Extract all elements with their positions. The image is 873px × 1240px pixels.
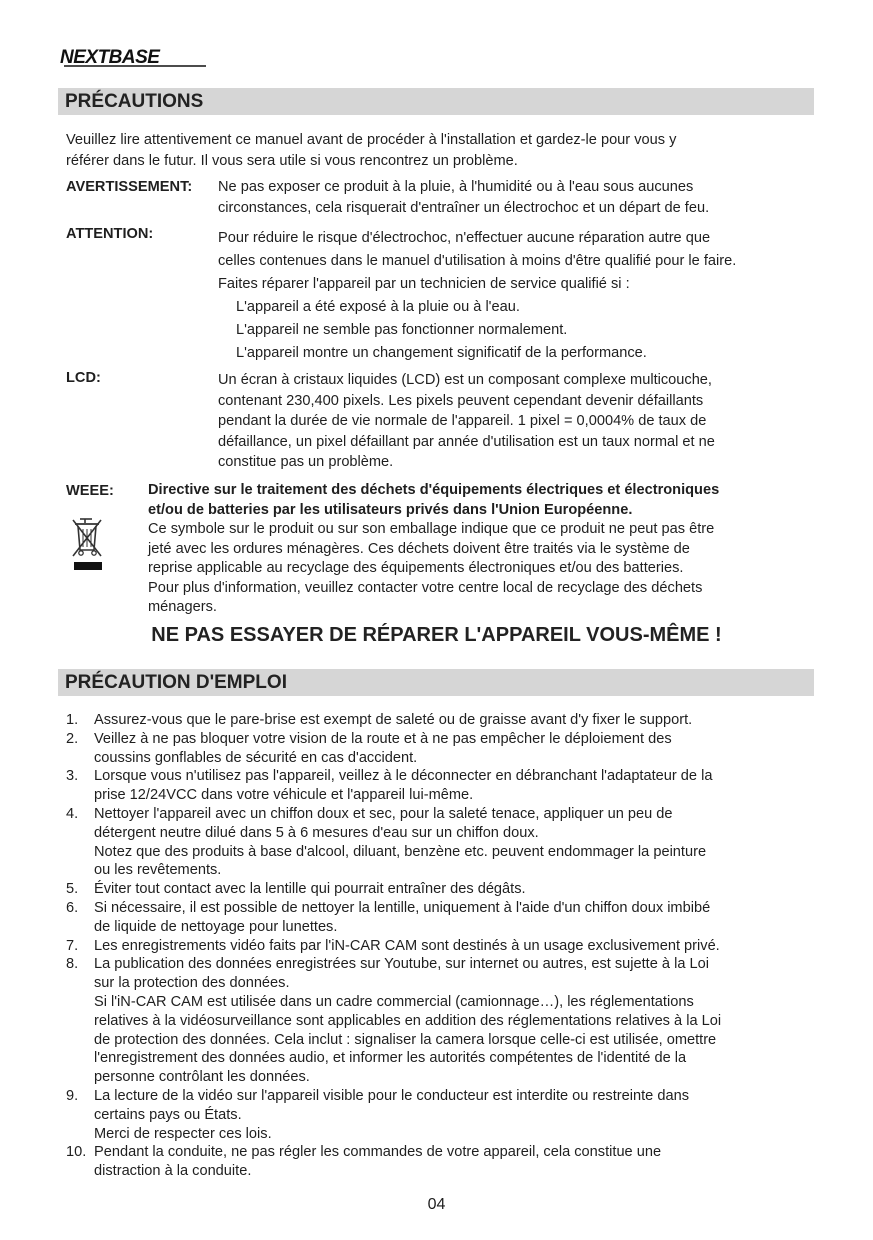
list-item-text: distraction à la conduite. xyxy=(94,1163,252,1180)
list-item-text: La publication des données enregistrées sur Youtube, sur internet ou autres, est sujette à la Loi xyxy=(94,956,709,973)
lcd-label: LCD: xyxy=(66,370,101,386)
list-item-number: 1. xyxy=(66,712,79,728)
weee-bin-icon xyxy=(70,516,106,574)
section-title: PRÉCAUTIONS xyxy=(65,91,204,112)
weee-text: Directive sur le traitement des déchets d'équipements électriques et électroniques et/ou de batteries par les utilisateurs privés dans l'Union Européenne. Ce symbole sur le produit ou sur son emballage indique que ce produit ne peut pas être jeté avec les ordures ménagères. Ces déchets doivent être traités via le système de reprise applicable au recyclage des équipements électroniques et/ou des batteries. Pour plus d'information, veuillez contacter votre centre local de recyclage des déchets ménagers. xyxy=(148,482,720,615)
list-item-number: 10. xyxy=(66,1144,87,1161)
list-item-text: sur la protection des données. xyxy=(94,975,290,992)
list-item-text: Si nécessaire, il est possible de nettoyer la lentille, uniquement à l'aide d'un chiffon doux imbibé xyxy=(94,900,711,916)
attention-label: ATTENTION: xyxy=(66,226,154,242)
attention-text: Pour réduire le risque d'électrochoc, n'effectuer aucune réparation autre que celles contenues dans le manuel d'utilisation à moins d'être qualifié pour le faire. Faites réparer l'appareil par un technicien de service qualifié si : L'appareil a été exposé à la pluie ou à l'eau. L'appareil ne semble pas fonctionner normalement. L'appareil montre un changement significatif de la performance. xyxy=(218,227,736,365)
section-header-precautions xyxy=(58,88,814,115)
intro-paragraph: Veuillez lire attentivement ce manuel avant de procéder à l'installation et gardez-le pour vous y référer dans le futur. Il vous sera utile si vous rencontrez un problème. xyxy=(66,132,677,169)
list-item-text: Merci de respecter ces lois. xyxy=(94,1125,272,1142)
list-item-number: 9. xyxy=(66,1088,79,1104)
list-item-text: Éviter tout contact avec la lentille qui pourrait entraîner des dégâts. xyxy=(94,881,526,898)
list-item-text: Si l'iN-CAR CAM est utilisée dans un cadre commercial (camionnage…), les réglementations xyxy=(94,994,694,1010)
warning-banner: NE PAS ESSAYER DE RÉPARER L'APPAREIL VOUS-MÊME ! xyxy=(151,624,722,646)
section-title: PRÉCAUTION D'EMPLOI xyxy=(65,672,287,693)
list-item-text: ou les revêtements. xyxy=(94,862,222,879)
list-item-text: La lecture de la vidéo sur l'appareil visible pour le conducteur est interdite ou restreinte dans xyxy=(94,1088,689,1104)
list-item-text: coussins gonflables de sécurité en cas d'accident. xyxy=(94,749,418,766)
attention-sub-item: L'appareil montre un changement significatif de la performance. xyxy=(236,345,647,361)
avertissement-label: AVERTISSEMENT: xyxy=(66,179,193,195)
list-item-text: Lorsque vous n'utilisez pas l'appareil, veillez à le déconnecter en débranchant l'adaptateur de la xyxy=(94,768,713,785)
list-item-text: de liquide de nettoyage pour lunettes. xyxy=(94,918,338,935)
list-item-text: Nettoyer l'appareil avec un chiffon doux et sec, pour la saleté tenace, appliquer un peu de xyxy=(94,806,673,822)
list-item-text: l'enregistrement des données audio, et informer les autorités compétentes de l'identité de la xyxy=(94,1050,687,1067)
list-item-text: Pendant la conduite, ne pas régler les commandes de votre appareil, cela constitue une xyxy=(94,1144,662,1161)
svg-text:NEXTBASE: NEXTBASE xyxy=(60,47,160,68)
attention-sub-item: L'appareil ne semble pas fonctionner normalement. xyxy=(236,322,568,338)
list-item-text: Les enregistrements vidéo faits par l'iN-CAR CAM sont destinés à un usage exclusivement privé. xyxy=(94,937,720,954)
list-item-text: Assurez-vous que le pare-brise est exempt de saleté ou de graisse avant d'y fixer le support. xyxy=(94,712,693,728)
list-item-text: de protection des données. Cela inclut : signaliser la camera lorsque celle-ci est utilisée, omettre xyxy=(94,1031,717,1048)
attention-sub-item: L'appareil a été exposé à la pluie ou à l'eau. xyxy=(236,299,520,315)
list-item-number: 3. xyxy=(66,768,79,785)
list-item-number: 5. xyxy=(66,881,79,898)
nextbase-logo xyxy=(58,46,208,70)
lcd-text: Un écran à cristaux liquides (LCD) est un composant complexe multicouche, contenant 230,400 pixels. Les pixels peuvent cependant devenir défaillants pendant la durée de vie normale de l'appareil. 1 pixel = 0,0004% de taux de défaillance, un pixel défaillant par année d'utilisation est un taux normal et ne constitue pas un problème. xyxy=(218,372,715,470)
list-item-number: 7. xyxy=(66,937,79,954)
page-number: 04 xyxy=(427,1196,446,1213)
list-item-text: relatives à la vidéosurveillance sont applicables en addition des réglementations relatives à la Loi xyxy=(94,1012,722,1029)
list-item-text: prise 12/24VCC dans votre véhicule et l'appareil lui-même. xyxy=(94,787,474,804)
list-item-number: 4. xyxy=(66,806,79,822)
list-item-text: détergent neutre dilué dans 5 à 6 mesures d'eau sur un chiffon doux. xyxy=(94,824,539,841)
list-item-text: personne contrôlant les données. xyxy=(94,1069,310,1086)
list-item-number: 8. xyxy=(66,956,79,973)
list-item-text: Notez que des produits à base d'alcool, diluant, benzène etc. peuvent endommager la peinture xyxy=(94,843,707,860)
list-item-text: certains pays ou États. xyxy=(94,1106,242,1123)
avertissement-text: Ne pas exposer ce produit à la pluie, à l'humidité ou à l'eau sous aucunes circonstances, cela risquerait d'entraîner un électrochoc et un départ de feu. xyxy=(218,179,710,216)
weee-label: WEEE: xyxy=(66,483,114,499)
list-item-number: 2. xyxy=(66,730,79,747)
list-item-text: Veillez à ne pas bloquer votre vision de la route et à ne pas empêcher le déploiement des xyxy=(94,730,672,747)
section-header-precaution-emploi xyxy=(58,669,814,696)
list-item-number: 6. xyxy=(66,900,79,916)
